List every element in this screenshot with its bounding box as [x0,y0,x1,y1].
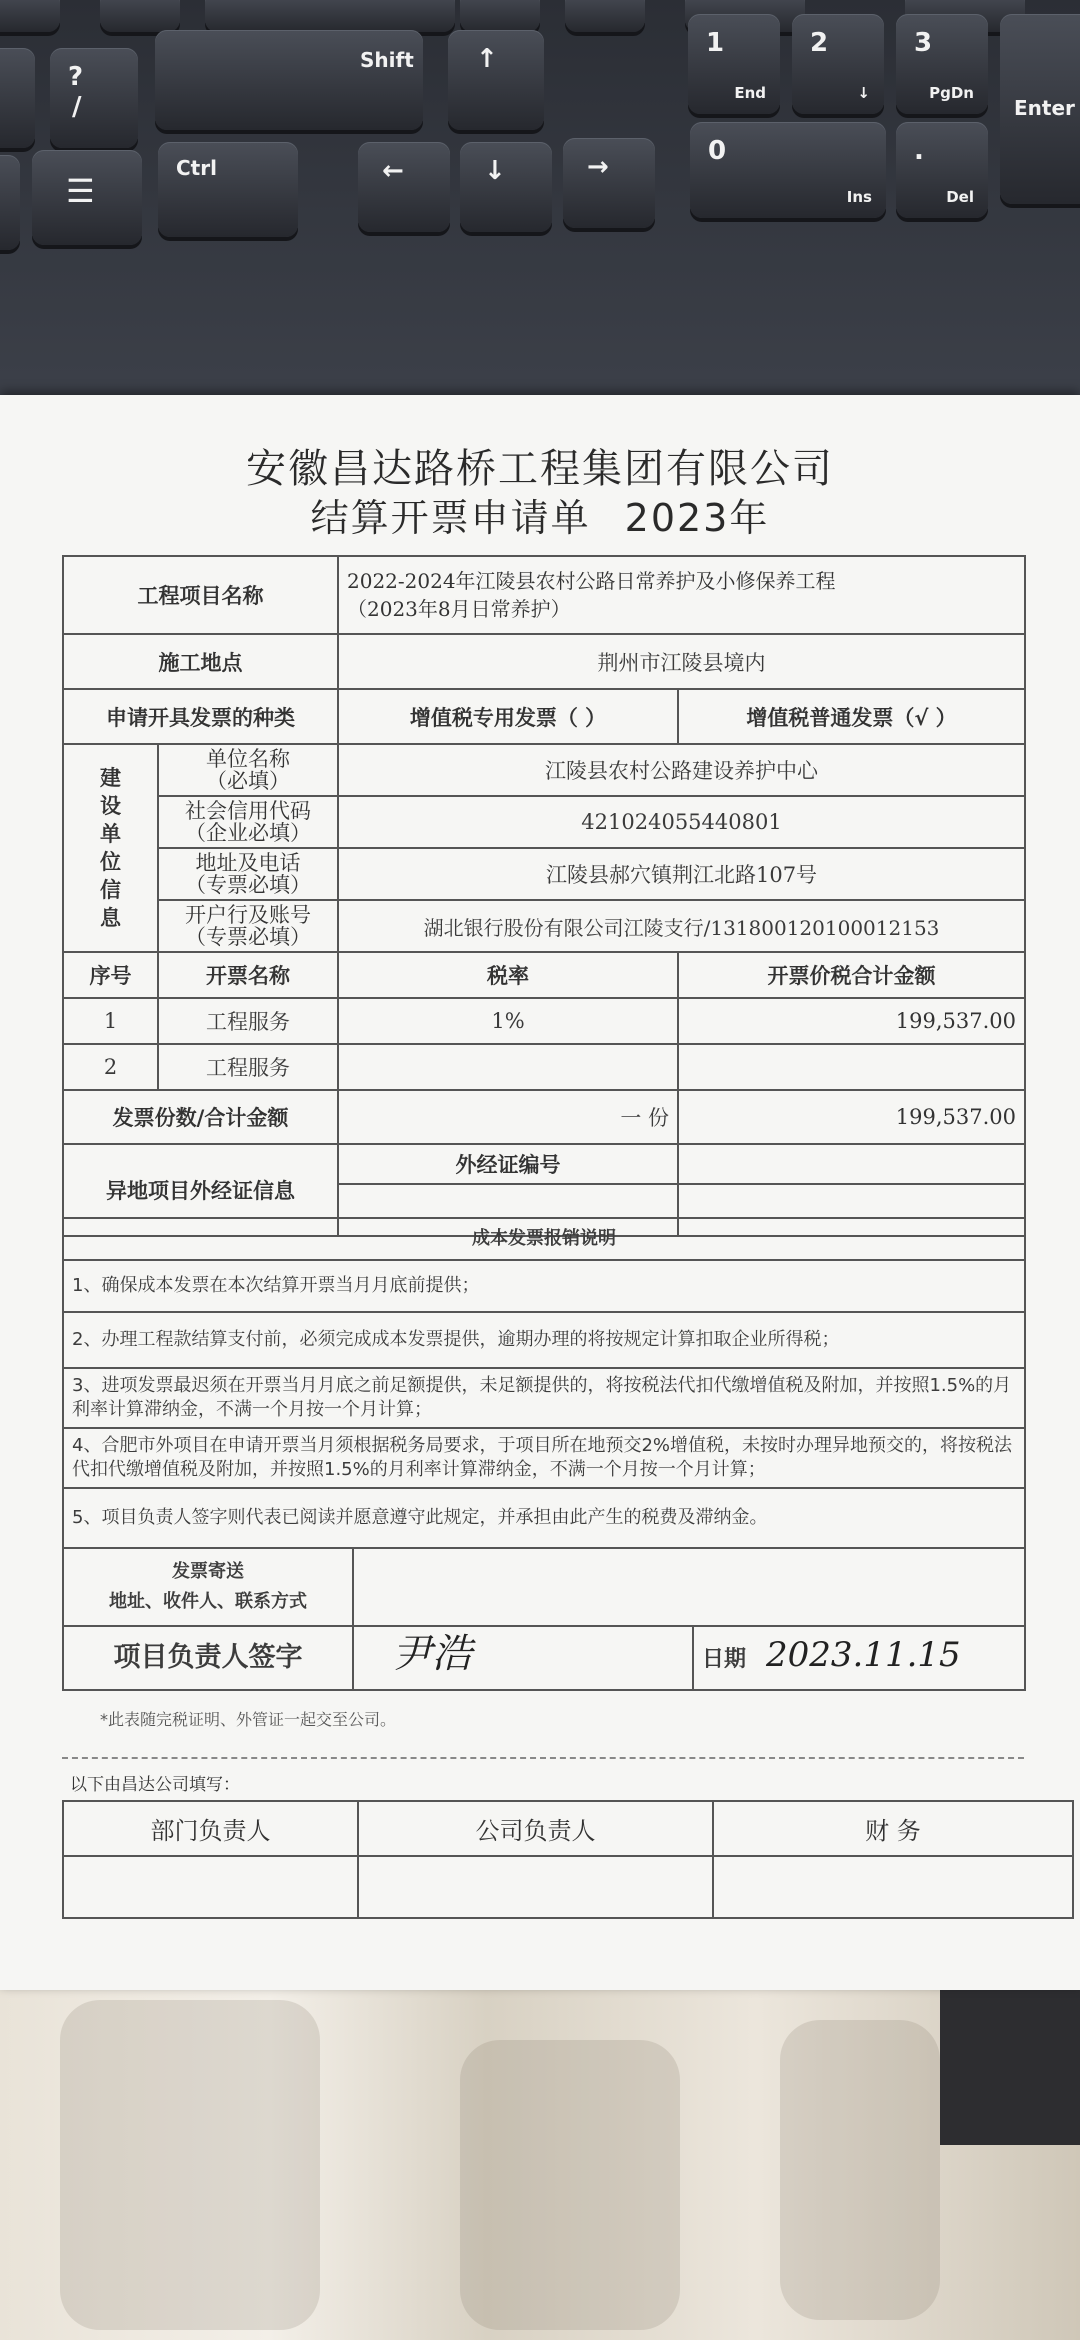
company-fill-note: 以下由昌达公司填写： [70,1775,240,1795]
remote-code-value [678,1144,1025,1184]
approval-table [62,1800,1074,1919]
main-form-table [62,555,1026,1237]
invoice-normal-option: 增值税普通发票（√ ） [678,689,1025,744]
keyboard-key-left: ← [358,142,450,232]
project-row [63,556,1025,634]
credit-code-value: 421024055440801 [338,796,1025,848]
keyboard-key-2: 2 ↓ [792,14,884,114]
fabric-fold [780,2020,940,2320]
keyboard-key [0,155,20,250]
cost-title: 成本发票报销说明 [63,1218,1025,1260]
mail-row [63,1548,1025,1626]
sign-label: 项目负责人签字 [63,1626,353,1690]
keyboard-key [565,0,645,32]
keyboard-key [100,0,180,32]
row-name: 工程服务 [158,1044,338,1090]
address-label-1: 地址及电话 [195,851,301,875]
company-head-label: 公司负责人 [358,1801,713,1856]
invoice-type-label: 申请开具发票的种类 [63,689,338,744]
unit-name-row [63,744,1025,796]
dept-head-sign [63,1856,358,1918]
note-row [63,1428,1025,1488]
note-row [63,1488,1025,1548]
builder-info-text: 建设单位信息 [100,766,121,930]
row-amount [678,1044,1025,1090]
note-5: 5、项目负责人签字则代表已阅读并愿意遵守此规定，并承担由此产生的税费及滞纳金。 [63,1488,1025,1548]
keyboard-key-right: → [563,138,655,228]
company-name: 安徽昌达路桥工程集团有限公司 [246,446,834,492]
fabric-fold [60,2000,320,2330]
credit-code-row [63,796,1025,848]
keyboard-key-shift: Shift [155,30,423,130]
finance-sign [713,1856,1073,1918]
keyboard-key-0: 0 Ins [690,122,886,218]
row-no: 2 [63,1044,158,1090]
note-row [63,1260,1025,1312]
finance-label: 财 务 [713,1801,1073,1856]
address-label [158,848,338,900]
keyboard-key-slash: ? / [50,48,138,148]
remote-row [63,1144,1025,1184]
keyboard-key-menu: ☰ [32,150,142,245]
bank-value: 湖北银行股份有限公司江陵支行/131800120100012153 [338,900,1025,952]
row-rate [338,1044,678,1090]
dark-object [940,1985,1080,2145]
keyboard-key-1: 1 End [688,14,780,114]
note-row [63,1312,1025,1368]
fabric-fold [460,2040,680,2330]
keyboard-key-up: ↑ [448,30,544,130]
company-head-sign [358,1856,713,1918]
project-value-line1: 2022-2024年江陵县农村公路日常养护及小修保养工程 [347,569,836,593]
form-title [0,487,1080,542]
unit-name-label-1: 单位名称 [206,747,290,771]
keyboard-key [460,0,540,32]
project-label: 工程项目名称 [63,556,338,634]
col-no: 序号 [63,952,158,998]
keyboard-key [0,48,35,148]
mail-value [353,1548,1025,1626]
date-label: 日期 [702,1647,747,1672]
keyboard-key-enter: Enter [1000,14,1080,204]
cut-line [62,1757,1024,1759]
note-1: 1、确保成本发票在本次结算开票当月月底前提供； [63,1260,1025,1312]
invoice-special-option: 增值税专用发票（ ） [338,689,678,744]
keyboard-key [205,0,455,32]
address-label-2: （专票必填） [185,873,311,897]
keyboard-key [0,0,60,32]
col-rate: 税率 [338,952,678,998]
unit-name-label-2: （必填） [206,769,290,793]
keyboard-key-down: ↓ [460,142,552,232]
approval-header-row [63,1801,1073,1856]
sign-cell [353,1626,693,1690]
date-cell [693,1626,1025,1690]
keyboard-key-dot: . Del [896,122,988,218]
col-name: 开票名称 [158,952,338,998]
form-year: 2023年 [624,496,770,540]
cost-title-row [63,1218,1025,1260]
address-row [63,848,1025,900]
note-row [63,1368,1025,1428]
form-title-text: 结算开票申请单 [310,496,591,540]
notes-table [62,1217,1026,1691]
credit-code-label [158,796,338,848]
total-row [63,1090,1025,1144]
site-label: 施工地点 [63,634,338,689]
table-row [63,998,1025,1044]
project-value-line2: （2023年8月日常养护） [347,597,571,621]
table-row [63,1044,1025,1090]
credit-code-label-1: 社会信用代码 [185,799,311,823]
unit-name-label [158,744,338,796]
dept-head-label: 部门负责人 [63,1801,358,1856]
mail-label-1: 发票寄送 [172,1561,244,1582]
approval-sign-row [63,1856,1073,1918]
note-2: 2、办理工程款结算支付前，必须完成成本发票提供，逾期办理的将按规定计算扣取企业所得税； [63,1312,1025,1368]
note-4: 4、合肥市外项目在申请开票当月须根据税务局要求，于项目所在地预交2%增值税，未按时办理异地预交的，将按税法代扣代缴增值税及附加，并按照1.5%的月利率计算滞纳金，不满一个月按一个月计算； [63,1428,1025,1488]
address-value: 江陵县郝穴镇荆江北路107号 [338,848,1025,900]
items-header-row [63,952,1025,998]
site-row [63,634,1025,689]
site-value: 荆州市江陵县境内 [338,634,1025,689]
row-amount: 199,537.00 [678,998,1025,1044]
row-name: 工程服务 [158,998,338,1044]
keyboard-key-ctrl: Ctrl [158,142,298,237]
total-amount: 199,537.00 [678,1090,1025,1144]
date-value: 2023.11.15 [766,1635,961,1675]
unit-name-value: 江陵县农村公路建设养护中心 [338,744,1025,796]
mail-label-2: 地址、收件人、联系方式 [109,1591,307,1612]
bank-row [63,900,1025,952]
remote-label: 异地项目外经证信息 [63,1144,338,1236]
bank-label-2: （专票必填） [185,925,311,949]
project-value [338,556,1025,634]
col-amount: 开票价税合计金额 [678,952,1025,998]
builder-info-label [63,744,158,952]
bank-label-1: 开户行及账号 [185,903,311,927]
total-count: 一 份 [338,1090,678,1144]
sign-row [63,1626,1025,1690]
bank-label [158,900,338,952]
credit-code-label-2: （企业必填） [185,821,311,845]
note-3: 3、进项发票最迟须在开票当月月底之前足额提供，未足额提供的，将按税法代扣代缴增值税及附加，并按照1.5%的月利率计算滞纳金，不满一个月按一个月计算； [63,1368,1025,1428]
signature: 尹浩 [392,1631,472,1677]
mail-label [63,1548,353,1626]
invoice-type-row [63,689,1025,744]
row-no: 1 [63,998,158,1044]
invoice-request-form [0,395,1080,1990]
row-rate: 1% [338,998,678,1044]
keyboard-key-3: 3 PgDn [896,14,988,114]
footnote: *此表随完税证明、外管证一起交至公司。 [100,1710,397,1729]
remote-code-label: 外经证编号 [338,1144,678,1184]
total-label: 发票份数/合计金额 [63,1090,338,1144]
keyboard-background [0,0,1080,400]
